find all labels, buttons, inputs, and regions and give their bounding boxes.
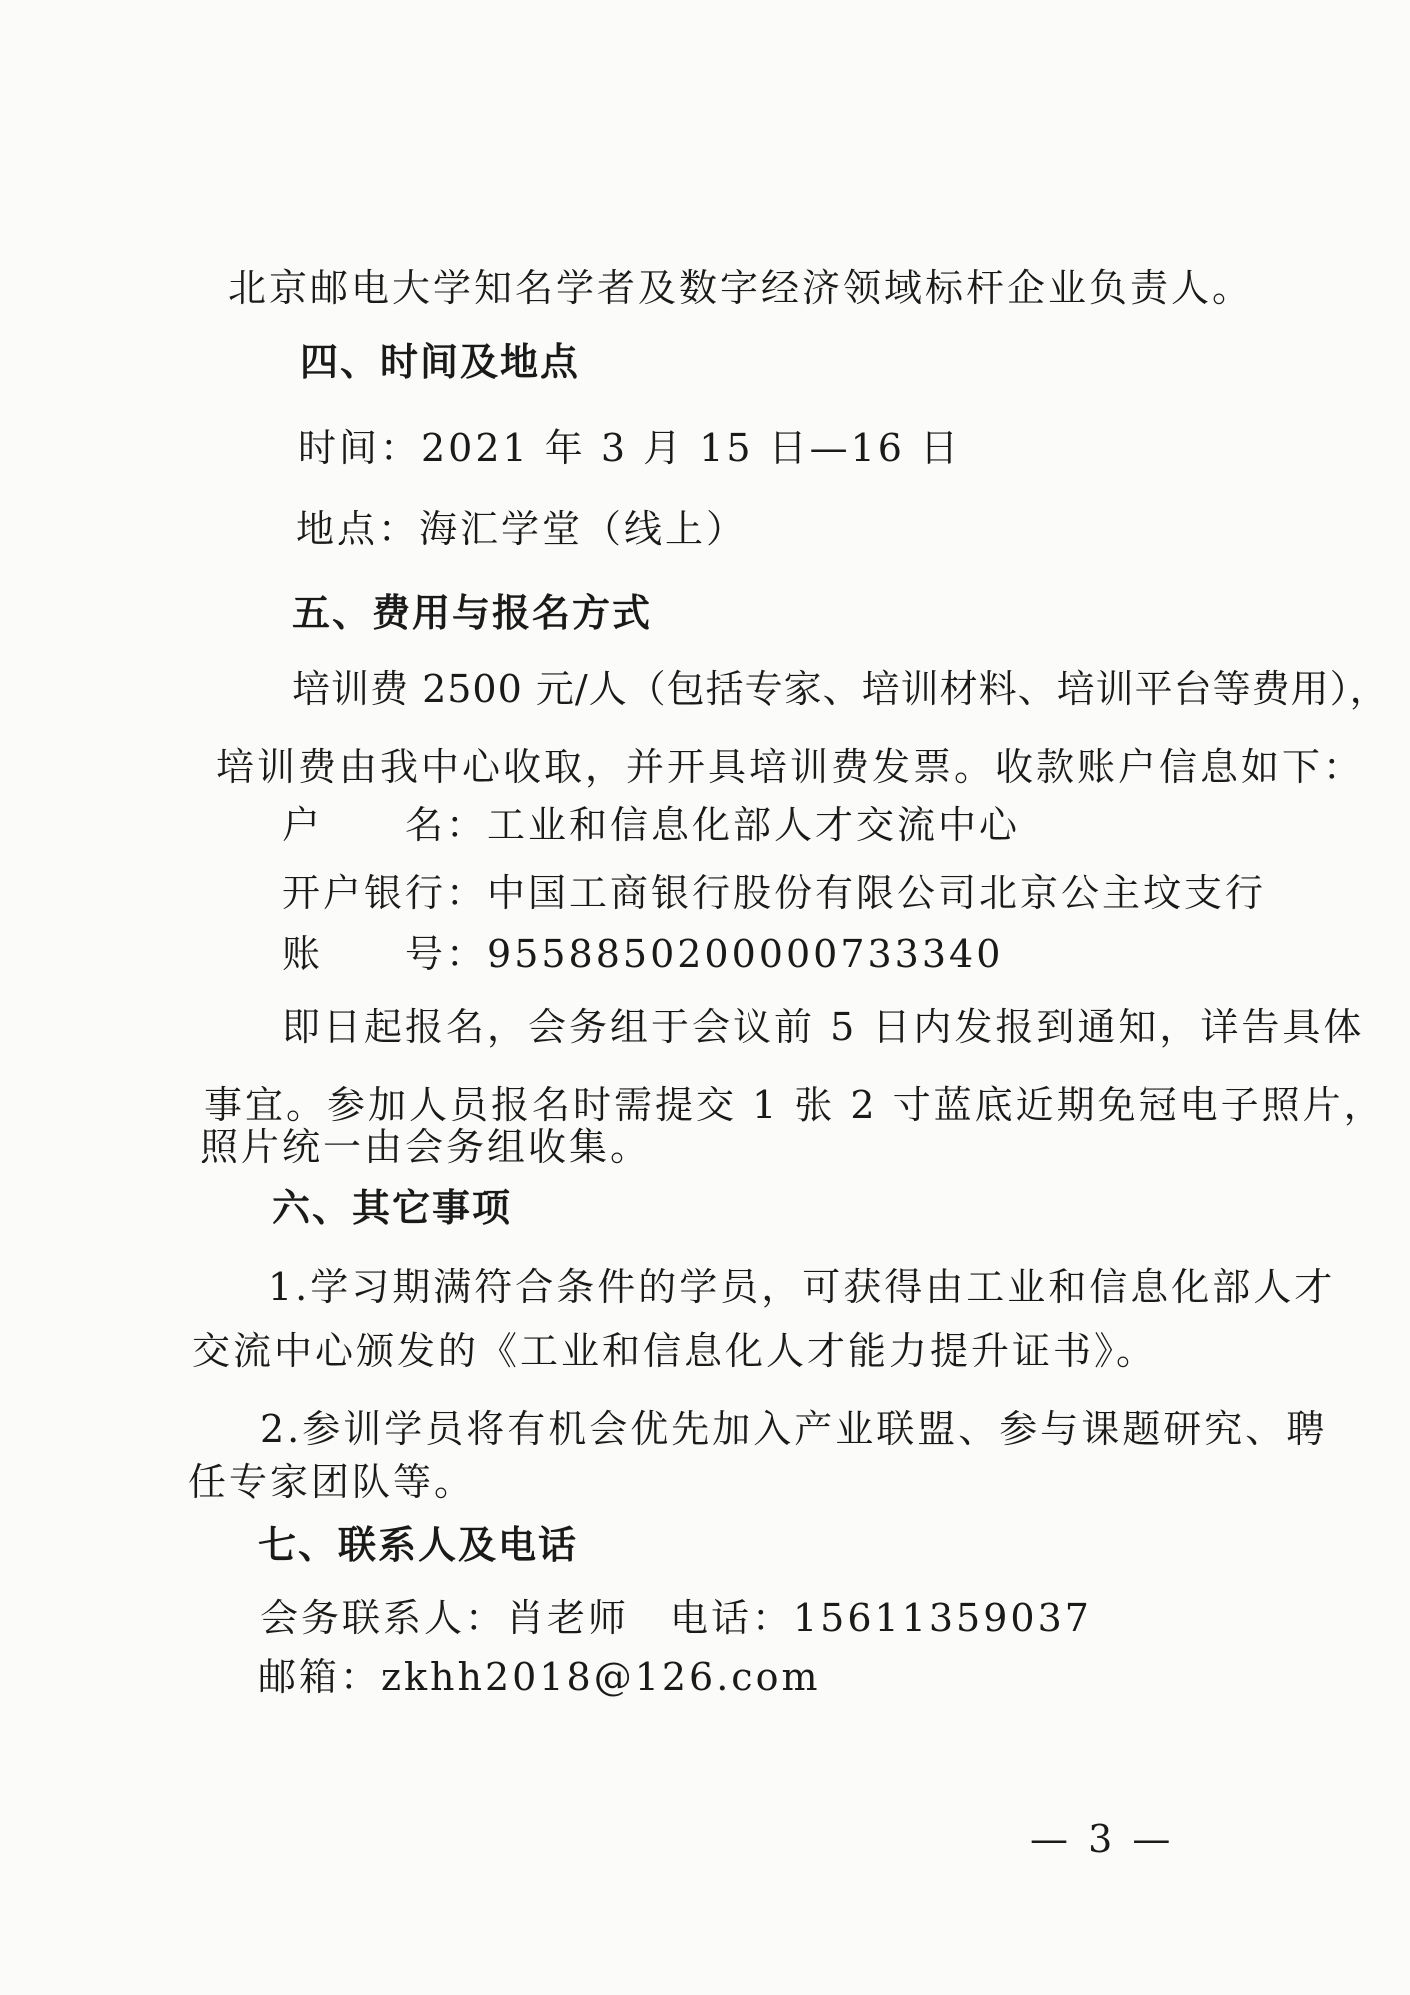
bank-label: 开户银行： (282, 871, 488, 915)
account-name-value: 工业和信息化部人才交流中心 (487, 803, 1021, 847)
event-place: 地点：海汇学堂（线上） (296, 507, 748, 551)
section4-heading: 四、时间及地点 (300, 340, 581, 384)
bank-value: 中国工商银行股份有限公司北京公主坟支行 (487, 871, 1267, 915)
account-number-row (282, 930, 1003, 978)
page-number: — 3 — (1030, 1817, 1175, 1861)
section5-heading: 五、费用与报名方式 (292, 591, 653, 635)
item2-line-2: 任专家团队等。 (188, 1460, 476, 1504)
signup-line-3: 照片统一由会务组收集。 (200, 1125, 652, 1169)
contact-line: 会务联系人：肖老师 电话：15611359037 (260, 1596, 1092, 1640)
item1-line-1: 1.学习期满符合条件的学员，可获得由工业和信息化部人才 (268, 1265, 1336, 1309)
signup-line-1: 即日起报名，会务组于会议前 5 日内发报到通知，详告具体 (282, 1005, 1365, 1049)
fee-line-1: 培训费 2500 元/人（包括专家、培训材料、培训平台等费用）， (292, 667, 1389, 711)
intro-tail: 北京邮电大学知名学者及数字经济领域标杆企业负责人。 (228, 266, 1254, 310)
fee-line-2: 培训费由我中心收取，并开具培训费发票。收款账户信息如下： (216, 745, 1365, 789)
account-name-label: 户 名： (282, 803, 488, 847)
account-number-label: 账 号： (282, 932, 488, 976)
signup-line-2: 事宜。参加人员报名时需提交 1 张 2 寸蓝底近期免冠电子照片， (204, 1083, 1385, 1127)
item2-line-1: 2.参训学员将有机会优先加入产业联盟、参与课题研究、聘 (260, 1407, 1328, 1451)
bank-row (282, 869, 1266, 917)
item1-line-2: 交流中心颁发的《工业和信息化人才能力提升证书》。 (192, 1329, 1158, 1373)
email-line: 邮箱：zkhh2018@126.com (258, 1655, 821, 1699)
account-number-value: 9558850200000733340 (487, 932, 1004, 976)
event-time: 时间：2021 年 3 月 15 日—16 日 (298, 426, 962, 470)
section6-heading: 六、其它事项 (272, 1186, 513, 1230)
account-name-row (282, 801, 1020, 849)
section7-heading: 七、联系人及电话 (258, 1523, 579, 1567)
